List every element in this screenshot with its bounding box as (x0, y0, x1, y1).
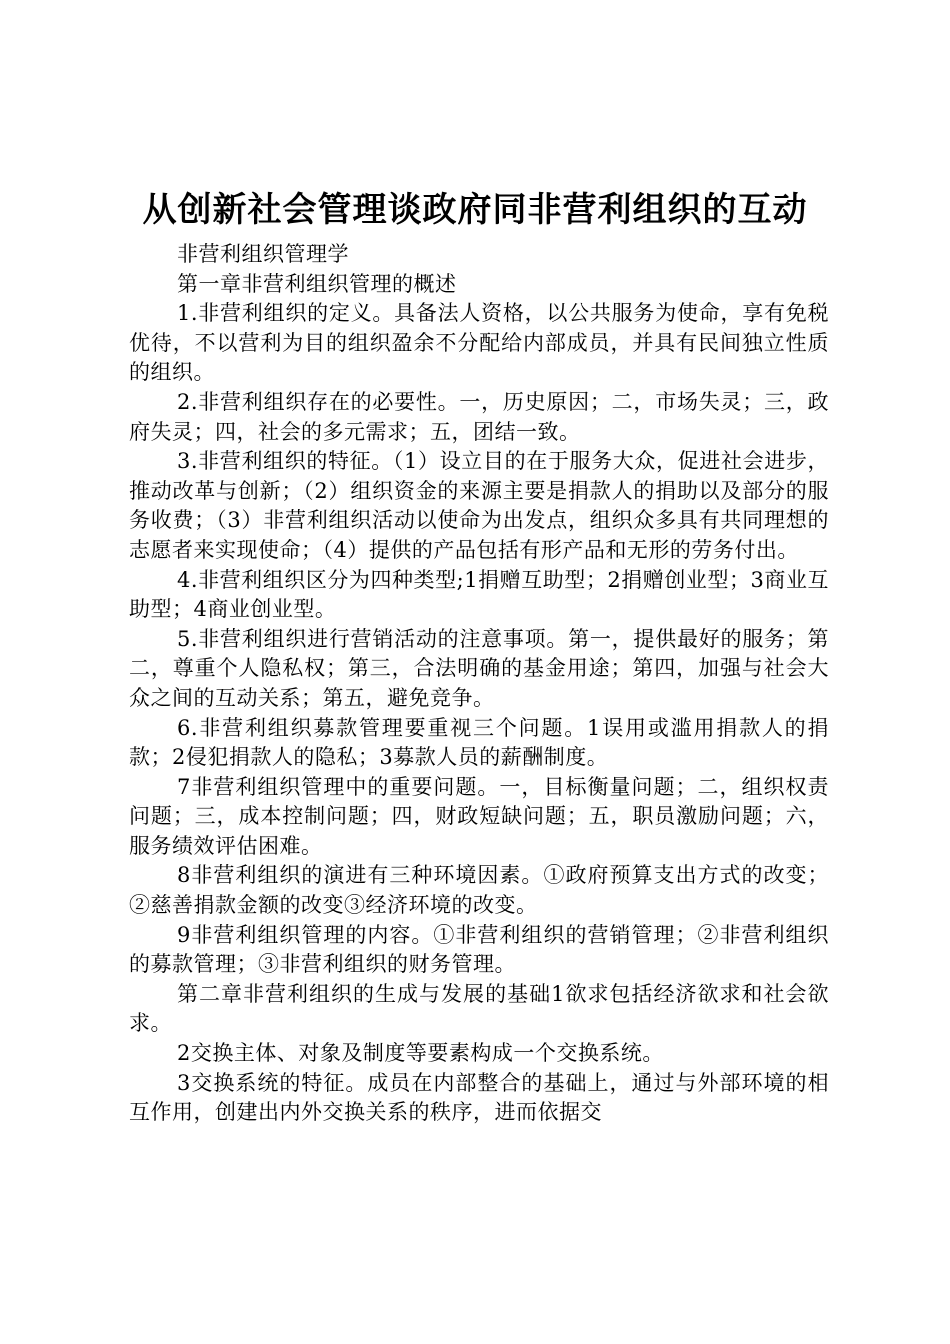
paragraph-chapter-2-item-1: 第二章非营利组织的生成与发展的基础1欲求包括经济欲求和社会欲求。 (129, 981, 829, 1036)
paragraph-item-1: 1.非营利组织的定义。具备法人资格，以公共服务为使命，享有免税优待，不以营利为目的组织盈余不分配给内部成员，并具有民间独立性质的组织。 (129, 301, 829, 385)
paragraph-chapter-1-heading: 第一章非营利组织管理的概述 (177, 271, 457, 296)
paragraph-chapter-2-item-3: 3交换系统的特征。成员在内部整合的基础上，通过与外部环境的相互作用，创建出内外交换关系的秩序，进而依据交 (129, 1070, 829, 1125)
paragraph-item-9: 9非营利组织管理的内容。①非营利组织的营销管理；②非营利组织的募款管理；③非营利组织的财务管理。 (129, 922, 829, 977)
paragraph-subject: 非营利组织管理学 (177, 242, 349, 266)
paragraph-item-2: 2.非营利组织存在的必要性。一，历史原因；二，市场失灵；三，政府失灵；四，社会的多元需求；五，团结一致。 (129, 389, 829, 444)
paragraph-chapter-2-item-2: 2交换主体、对象及制度等要素构成一个交换系统。 (177, 1041, 664, 1066)
paragraph-item-3: 3.非营利组织的特征。（1）设立目的在于服务大众，促进社会进步，推动改革与创新；（2）组织资金的来源主要是捐款人的捐助以及部分的服务收费；（3）非营利组织活动以使命为出发点，组织众多具有共同理想的志愿者来实现使命；（4）提供的产品包括有形产品和无形的劳务付出。 (129, 449, 829, 562)
document-body (129, 240, 829, 1128)
document-title: 从创新社会管理谈政府同非营利组织的互动 (142, 190, 808, 230)
paragraph-item-6: 6.非营利组织募款管理要重视三个问题。1误用或滥用捐款人的捐款；2侵犯捐款人的隐私；3募款人员的薪酬制度。 (129, 715, 829, 770)
paragraph-item-4: 4.非营利组织区分为四种类型;1捐赠互助型；2捐赠创业型；3商业互助型；4商业创业型。 (129, 567, 829, 622)
paragraph-item-8: 8非营利组织的演进有三种环境因素。①政府预算支出方式的改变；②慈善捐款金额的改变③经济环境的改变。 (129, 863, 829, 918)
paragraph-item-5: 5.非营利组织进行营销活动的注意事项。第一，提供最好的服务；第二，尊重个人隐私权；第三，合法明确的基金用途；第四，加强与社会大众之间的互动关系；第五，避免竞争。 (129, 626, 829, 710)
paragraph-item-7: 7非营利组织管理中的重要问题。一，目标衡量问题；二，组织权责问题；三，成本控制问题；四，财政短缺问题；五，职员激励问题；六，服务绩效评估困难。 (129, 774, 829, 858)
